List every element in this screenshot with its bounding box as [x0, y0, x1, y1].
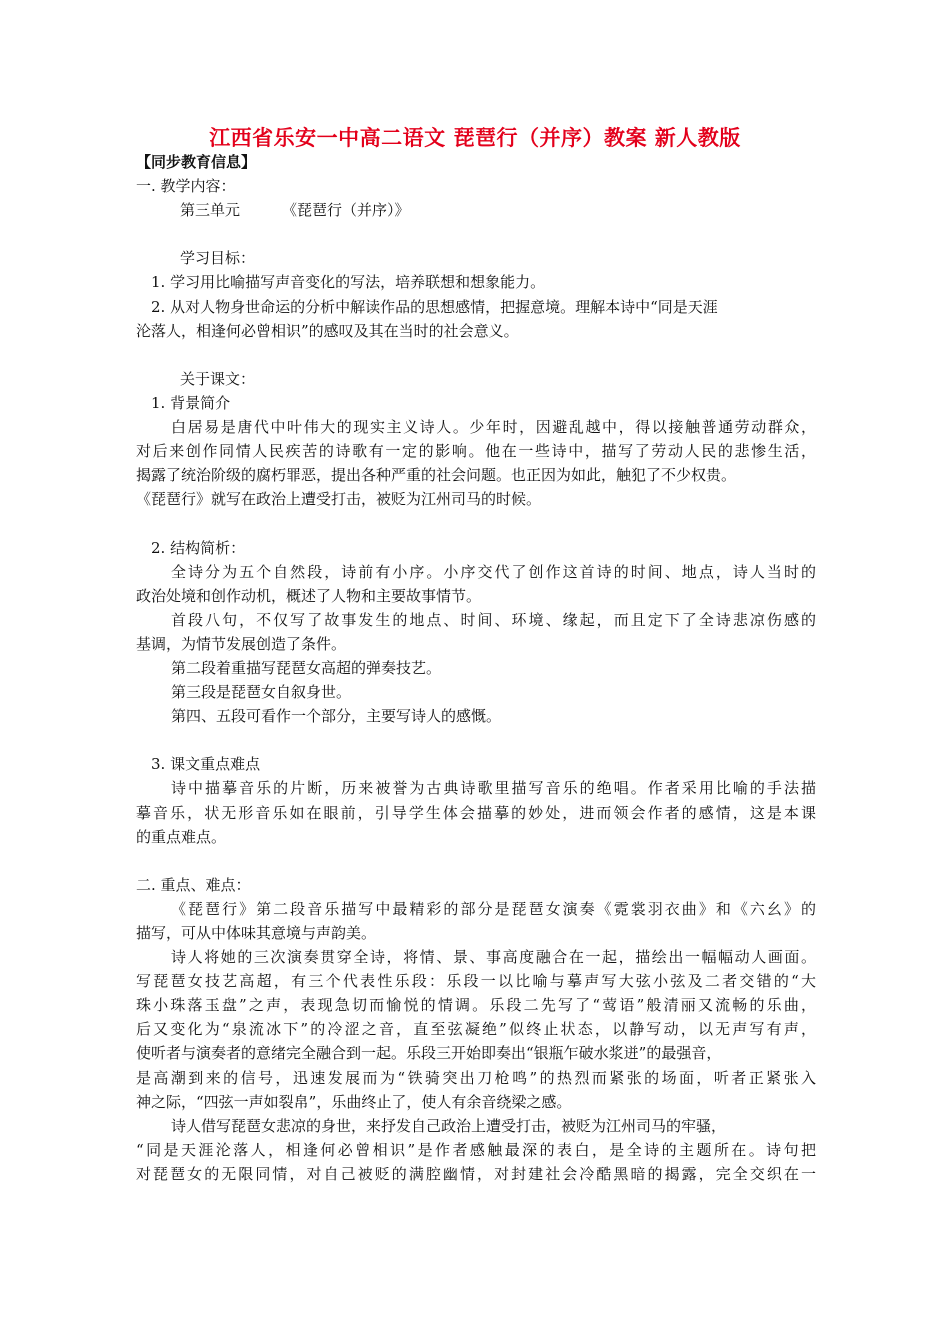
- spacer: [136, 343, 816, 367]
- sync-info-header: 【同步教育信息】: [136, 153, 257, 171]
- document-body: [136, 150, 816, 1186]
- section2-line-8: 是高潮到来的信号，迅速发展而为“铁骑突出刀枪鸣”的热烈而紧张的场面，听者正紧张入: [136, 1068, 816, 1087]
- background-line-2: 对后来创作同情人民疾苦的诗歌有一定的影响。他在一些诗中，描写了劳动人民的悲惨生活，: [136, 442, 816, 461]
- background-line-3: 揭露了统治阶级的腐朽罪恶，提出各种严重的社会问题。也正因为如此，触犯了不少权贵。: [136, 466, 737, 485]
- structure-heading: 2. 结构简析：: [151, 538, 246, 557]
- section2-line-11: “同是天涯沦落人，相逢何必曾相识”是作者感触最深的表白，是全诗的主题所在。诗句把: [136, 1140, 816, 1159]
- section2-heading: 二. 重点、难点：: [136, 875, 251, 894]
- section2-line-12: 对琵琶女的无限同情，对自己被贬的满腔幽情，对封建社会冷酷黑暗的揭露，完全交织在一: [136, 1164, 816, 1183]
- about-heading: 关于课文：: [180, 369, 256, 388]
- section2-line-5: 珠小珠落玉盘”之声，表现急切而愉悦的情调。乐段二先写了“莺语”般清丽又流畅的乐曲，: [136, 996, 816, 1015]
- section2-line-9: 神之际，“四弦一声如裂帛”，乐曲终止了，使人有余音绕梁之感。: [136, 1092, 572, 1111]
- goals-heading: 学习目标：: [180, 249, 256, 268]
- background-heading: 1. 背景简介: [151, 393, 231, 412]
- structure-line-6: 第三段是琵琶女自叙身世。: [171, 683, 352, 702]
- spacer: [136, 511, 816, 535]
- section2-line-4: 写琵琶女技艺高超，有三个代表性乐段：乐段一以比喻与摹声写大弦小弦及二者交错的“大: [136, 972, 816, 991]
- background-line-1: 白居易是唐代中叶伟大的现实主义诗人。少年时，因避乱越中，得以接触普通劳动群众，: [171, 418, 816, 437]
- structure-line-3: 首段八句，不仅写了故事发生的地点、时间、环境、缘起，而且定下了全诗悲凉伤感的: [171, 610, 816, 629]
- section2-line-3: 诗人将她的三次演奏贯穿全诗，将情、景、事高度融合在一起，描绘出一幅幅动人画面。: [171, 948, 816, 967]
- structure-line-2: 政治处境和创作动机，概述了人物和主要故事情节。: [136, 586, 482, 605]
- key-points-line-3: 的重点难点。: [136, 827, 227, 846]
- structure-line-4: 基调，为情节发展创造了条件。: [136, 634, 347, 653]
- spacer: [136, 222, 816, 246]
- unit-label: 第三单元: [180, 201, 241, 220]
- spacer: [136, 728, 816, 752]
- key-points-heading: 3. 课文重点难点: [151, 755, 261, 774]
- section1-heading: 一. 教学内容：: [136, 177, 236, 196]
- section2-line-7: 使听者与演奏者的意绪完全融合到一起。乐段三开始即奏出“银瓶乍破水浆迸”的最强音，: [136, 1044, 722, 1063]
- section2-line-1: 《琵琶行》第二段音乐描写中最精彩的部分是琵琶女演奏《霓裳羽衣曲》和《六幺》的: [171, 899, 816, 918]
- spacer: [136, 849, 816, 873]
- section2-line-2: 描写，可从中体味其意境与声韵美。: [136, 924, 377, 942]
- structure-line-1: 全诗分为五个自然段，诗前有小序。小序交代了创作这首诗的时间、地点，诗人当时的: [171, 562, 816, 581]
- unit-line: [136, 198, 816, 222]
- goal-2-line-1: 2. 从对人物身世命运的分析中解读作品的思想感情，把握意境。理解本诗中“同是天涯: [151, 297, 718, 316]
- structure-line-5: 第二段着重描写琵琶女高超的弹奏技艺。: [171, 658, 442, 677]
- document-title: 江西省乐安一中高二语文 琵琶行（并序）教案 新人教版: [209, 126, 741, 150]
- goal-1: 1. 学习用比喻描写声音变化的写法，培养联想和想象能力。: [151, 273, 546, 292]
- section2-line-10: 诗人借写琵琶女悲凉的身世，来抒发自己政治上遭受打击，被贬为江州司马的牢骚，: [171, 1116, 727, 1135]
- background-line-4: 《琵琶行》就写在政治上遭受打击，被贬为江州司马的时候。: [136, 490, 542, 509]
- goal-2-line-2: 沦落人，相逢何必曾相识”的感叹及其在当时的社会意义。: [136, 321, 519, 340]
- structure-line-7: 第四、五段可看作一个部分，主要写诗人的感慨。: [171, 707, 502, 726]
- key-points-line-2: 摹音乐，状无形音乐如在眼前，引导学生体会描摹的妙处，进而领会作者的感情，这是本课: [136, 803, 816, 822]
- unit-text: 《琵琶行（并序）》: [282, 201, 410, 220]
- section2-line-6: 后又变化为“泉流冰下”的冷涩之音，直至弦凝绝”似终止状态，以静写动，以无声写有声，: [136, 1020, 816, 1039]
- key-points-line-1: 诗中描摹音乐的片断，历来被誉为古典诗歌里描写音乐的绝唱。作者采用比喻的手法描: [171, 779, 816, 798]
